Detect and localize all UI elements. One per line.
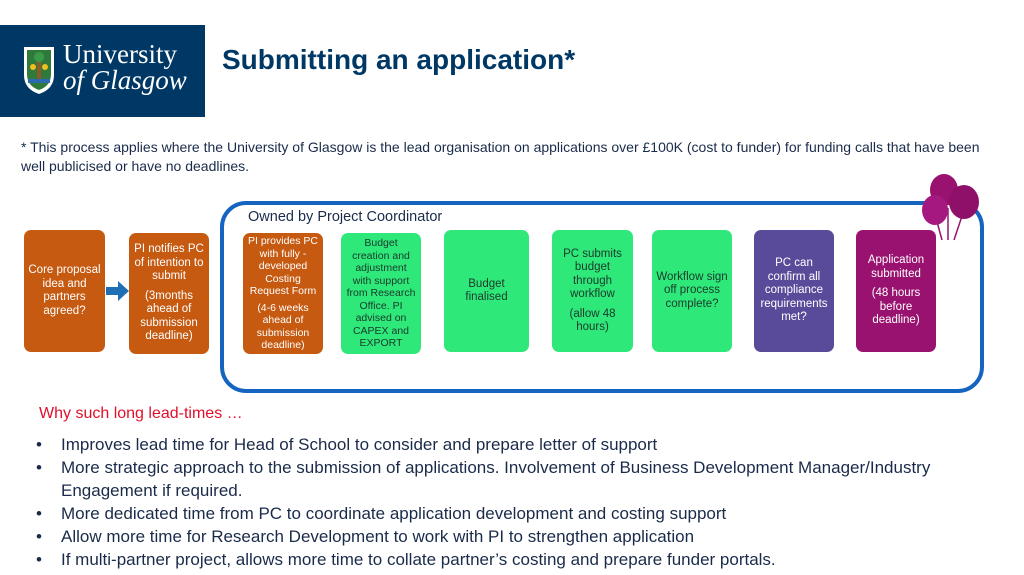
step-text: Budget finalised [465, 277, 508, 303]
step-text: Application submitted [867, 254, 925, 280]
page-title: Submitting an application* [222, 44, 576, 75]
arrow-right-icon [106, 280, 130, 302]
why-heading: Why such long lead-times … [39, 405, 243, 422]
step-text: Core proposal idea and partners agreed? [28, 264, 101, 317]
logo-line-2: of Glasgow [63, 65, 187, 95]
list-item: • More strategic approach to the submission of applications. Involvement of Business Development Manager/Industry Engagement if required. [36, 456, 996, 502]
step-text: PC submits budget through workflow [563, 247, 622, 300]
crest-icon [22, 45, 56, 95]
step-pc-submits-budget [552, 230, 633, 352]
step-application-submitted [856, 230, 936, 352]
step-subtext: (allow 48 hours) [569, 307, 616, 333]
step-text: PC can confirm all compliance requirements met? [760, 257, 828, 324]
step-budget-finalised [444, 230, 529, 352]
list-item: • If multi-partner project, allows more time to collate partner’s costing and prepare funder portals. [36, 548, 996, 571]
step-pi-notifies [129, 233, 209, 354]
step-text: Workflow sign off process complete? [656, 270, 728, 310]
step-text: PI notifies PC of intention to submit [134, 243, 204, 283]
step-compliance [754, 230, 834, 352]
step-subtext: (4-6 weeks ahead of submission deadline) [256, 301, 310, 352]
logo-line-1: University [63, 39, 177, 69]
scope-note: * This process applies where the University of Glasgow is the lead organisation on applications over £100K (cost to funder) for funding calls that have been well publicised or have no deadlines. [21, 139, 980, 174]
list-item: • Improves lead time for Head of School to consider and prepare letter of support [36, 433, 996, 456]
step-text: Budget creation and adjustment with support from Research Office. PI advised on CAPEX and EXPORT [346, 237, 416, 350]
list-item: • More dedicated time from PC to coordinate application development and costing support [36, 502, 996, 525]
university-logo [0, 25, 205, 117]
step-text: PI provides PC with fully - developed Costing Request Form [247, 235, 319, 298]
list-item: • Allow more time for Research Development to work with PI to strengthen application [36, 525, 996, 548]
step-budget-creation [341, 233, 421, 354]
step-subtext: (3months ahead of submission deadline) [140, 289, 198, 343]
step-workflow-signoff [652, 230, 732, 352]
logo-wordmark [63, 41, 187, 93]
frame-label: Owned by Project Coordinator [248, 209, 443, 225]
step-costing-request [243, 233, 323, 354]
step-subtext: (48 hours before deadline) [871, 287, 921, 327]
step-core-proposal [24, 230, 105, 352]
reasons-list [36, 433, 996, 571]
